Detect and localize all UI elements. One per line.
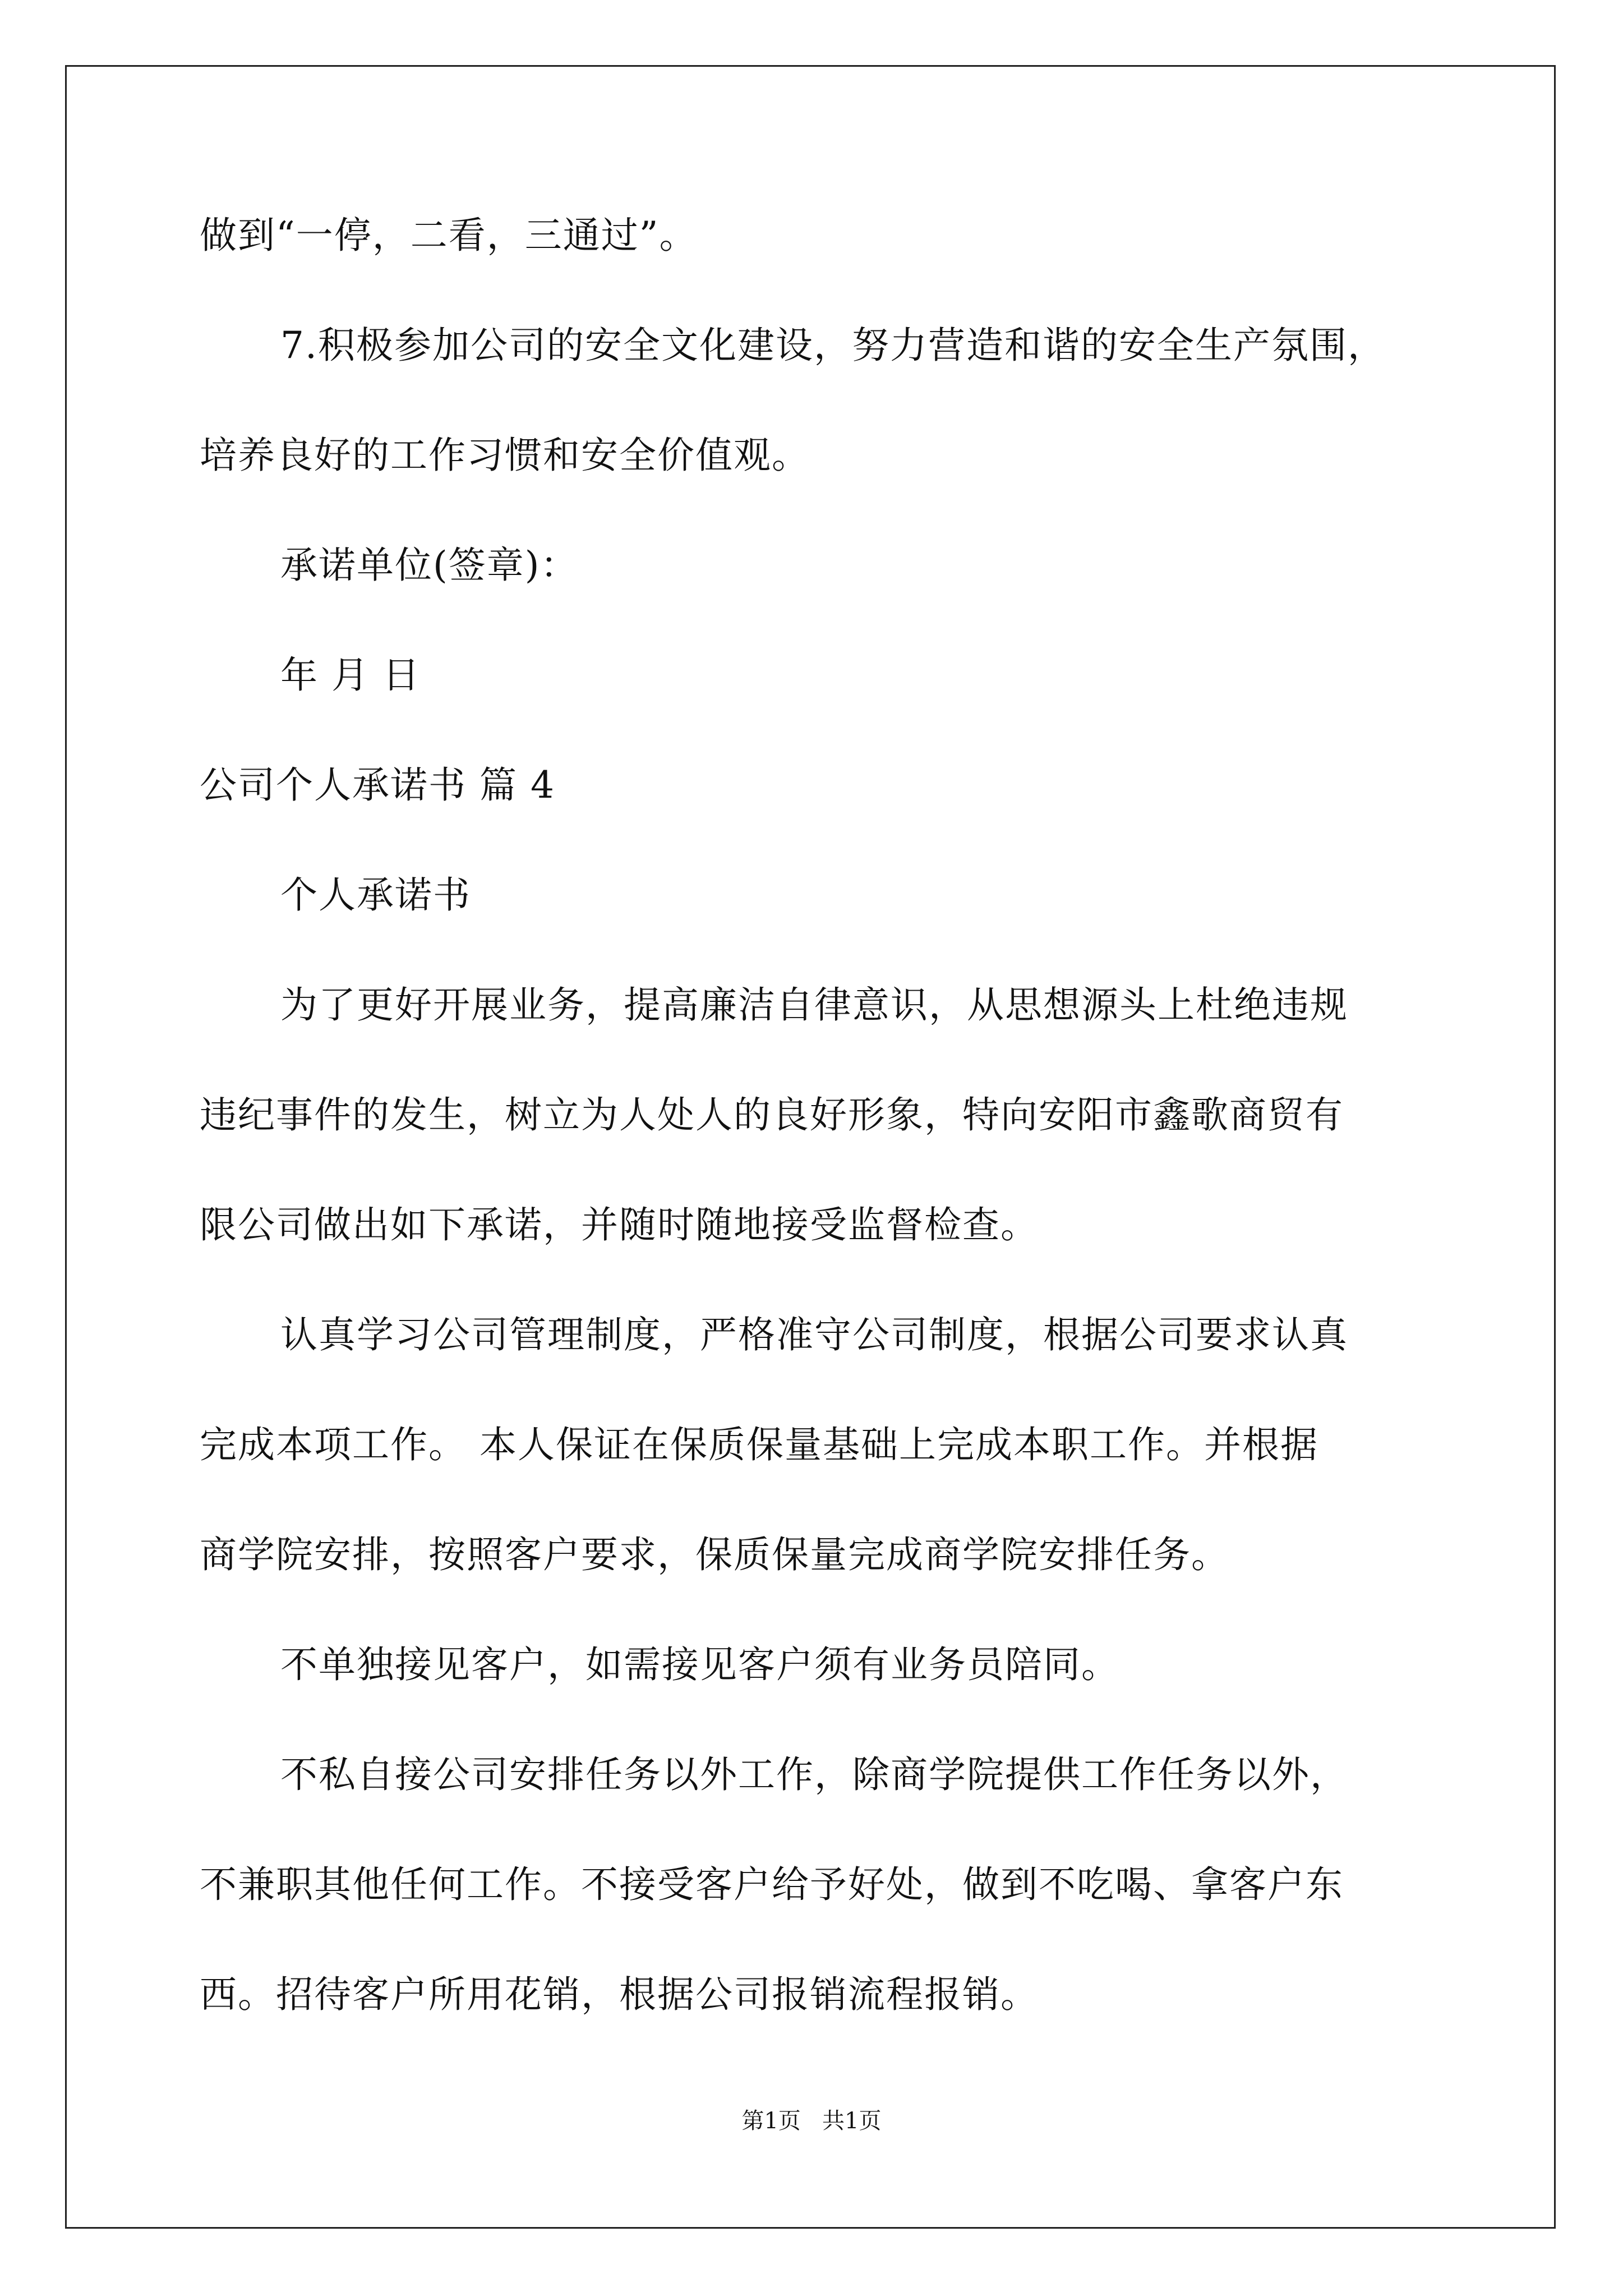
page-footer: 第1页 共1页 [741,2108,882,2134]
text-line: 培养良好的工作习惯和安全价值观。 [200,434,810,477]
text-line: 商学院安排，按照客户要求，保质保量完成商学院安排任务。 [200,1533,1229,1576]
text-line: 为了更好开展业务，提高廉洁自律意识，从思想源头上杜绝违规 [280,983,1348,1027]
text-line: 7.积极参加公司的安全文化建设，努力营造和谐的安全生产氛围， [280,324,1386,367]
text-line: 违纪事件的发生，树立为人处人的良好形象，特向安阳市鑫歌商贸有 [200,1093,1344,1137]
section-heading: 公司个人承诺书 篇 4 [200,763,555,807]
text-line: 西。招待客户所用花销，根据公司报销流程报销。 [200,1973,1039,2016]
text-line: 不私自接公司安排任务以外工作，除商学院提供工作任务以外， [280,1753,1348,1796]
text-line: 承诺单位(签章)： [280,544,579,587]
text-line: 不单独接见客户，如需接见客户须有业务员陪同。 [280,1643,1119,1686]
text-line: 认真学习公司管理制度，严格准守公司制度，根据公司要求认真 [280,1313,1348,1356]
text-line: 完成本项工作。 本人保证在保质保量基础上完成本职工作。并根据 [200,1423,1318,1466]
text-line: 不兼职其他任何工作。不接受客户给予好处，做到不吃喝、拿客户东 [200,1863,1344,1906]
text-line: 个人承诺书 [280,873,471,917]
text-line: 做到“一停，二看，三通过”。 [200,214,698,257]
text-line: 年 月 日 [280,654,421,697]
text-line: 限公司做出如下承诺，并随时随地接受监督检查。 [200,1203,1039,1246]
